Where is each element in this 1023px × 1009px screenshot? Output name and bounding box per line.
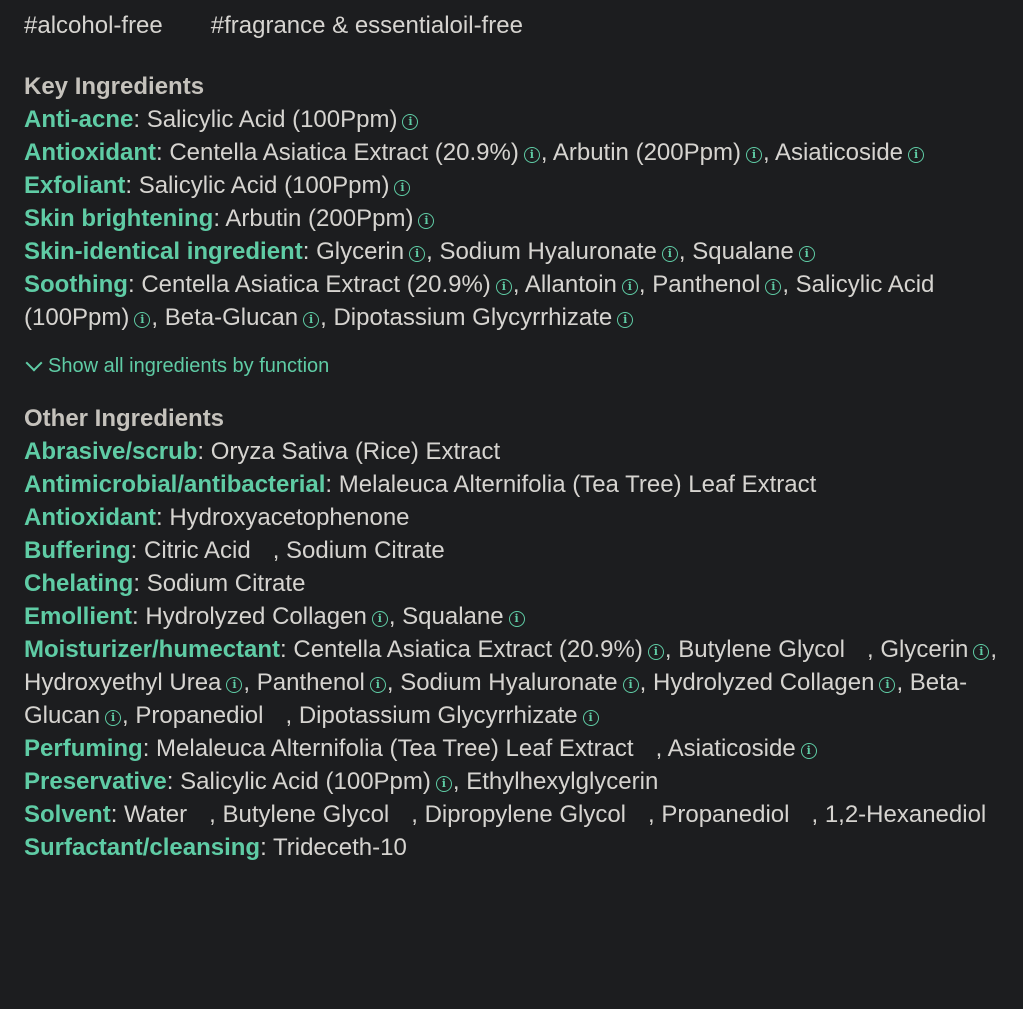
function-label[interactable]: Moisturizer/humectant bbox=[24, 636, 281, 663]
ingredient-link[interactable]: 1,2-Hexanediol bbox=[824, 801, 987, 828]
info-icon[interactable]: i bbox=[801, 743, 817, 759]
info-icon[interactable]: i bbox=[303, 312, 319, 328]
ingredient-link[interactable]: Glycerin bbox=[880, 636, 969, 663]
ingredient-link[interactable]: Salicylic Acid (100Ppm) bbox=[180, 768, 431, 795]
ingredient-row: Abrasive/scrub: Oryza Sativa (Rice) Extract bbox=[24, 438, 501, 465]
ingredient-row: Skin-identical ingredient: Glycerin i , Sodium Hyaluronate i , Squalane i bbox=[24, 235, 999, 268]
ingredient-link[interactable]: Melaleuca Alternifolia (Tea Tree) Leaf Extract bbox=[156, 735, 634, 762]
ingredient-link[interactable]: Dipotassium Glycyrrhizate bbox=[298, 702, 578, 729]
ingredient-link[interactable]: Dipropylene Glycol bbox=[424, 801, 627, 828]
ingredient-row: Soothing: Centella Asiatica Extract (20.9%) i , Allantoin i , Panthenol i , Salicylic Acid (100Ppm) i , Beta-Glucan i , Dipotassium Glycyrrhizate i bbox=[24, 271, 935, 331]
ingredient-link[interactable]: Centella Asiatica Extract (20.9%) bbox=[293, 636, 643, 663]
ingredient-link[interactable]: Citric Acid bbox=[144, 537, 251, 564]
ingredient-link[interactable]: Asiaticoside bbox=[667, 735, 796, 762]
function-label[interactable]: Solvent bbox=[24, 801, 111, 828]
function-label[interactable]: Buffering bbox=[24, 537, 131, 564]
ingredient-row: Surfactant/cleansing: Trideceth-10 bbox=[24, 834, 407, 861]
info-icon[interactable]: i bbox=[496, 279, 512, 295]
ingredient-link[interactable]: Dipotassium Glycyrrhizate bbox=[333, 304, 613, 331]
ingredient-link[interactable]: Butylene Glycol bbox=[678, 636, 845, 663]
ingredient-row: Antioxidant: Centella Asiatica Extract (20.9%) i , Arbutin (200Ppm) i , Asiaticoside i bbox=[24, 136, 999, 169]
ingredient-row: Skin brightening: Arbutin (200Ppm) i bbox=[24, 202, 999, 235]
info-icon[interactable]: i bbox=[226, 677, 242, 693]
info-icon[interactable]: i bbox=[617, 312, 633, 328]
info-icon[interactable]: i bbox=[394, 180, 410, 196]
info-icon[interactable]: i bbox=[765, 279, 781, 295]
ingredient-link[interactable]: Hydrolyzed Collagen bbox=[145, 603, 367, 630]
ingredient-row: Antioxidant: Hydroxyacetophenone bbox=[24, 504, 410, 531]
info-icon[interactable]: i bbox=[583, 710, 599, 726]
ingredient-link[interactable]: Centella Asiatica Extract (20.9%) bbox=[141, 271, 491, 298]
other-ingredients-section bbox=[24, 402, 999, 864]
ingredient-row: Preservative: Salicylic Acid (100Ppm) i , Ethylhexylglycerin bbox=[24, 768, 659, 795]
function-label[interactable]: Chelating bbox=[24, 570, 134, 597]
ingredient-link[interactable]: Propanediol bbox=[661, 801, 790, 828]
info-icon[interactable]: i bbox=[746, 147, 762, 163]
key-ingredients-title: Key Ingredients bbox=[24, 73, 205, 100]
ingredient-link[interactable]: Panthenol bbox=[652, 271, 761, 298]
ingredient-link[interactable]: Allantoin bbox=[524, 271, 617, 298]
info-icon[interactable]: i bbox=[134, 312, 150, 328]
ingredient-link[interactable]: Centella Asiatica Extract (20.9%) bbox=[169, 139, 519, 166]
tag-fragrance-free[interactable]: #fragrance & essentialoil-free bbox=[210, 12, 523, 39]
ingredient-link[interactable]: Arbutin (200Ppm) bbox=[552, 139, 741, 166]
info-icon[interactable]: i bbox=[370, 677, 386, 693]
function-label[interactable]: Antimicrobial/antibacterial bbox=[24, 471, 326, 498]
info-icon[interactable]: i bbox=[973, 644, 989, 660]
ingredient-row: Exfoliant: Salicylic Acid (100Ppm) i bbox=[24, 169, 999, 202]
info-icon[interactable]: i bbox=[879, 677, 895, 693]
function-label[interactable]: Skin-identical ingredient bbox=[24, 238, 303, 265]
function-label[interactable]: Anti-acne bbox=[24, 106, 134, 133]
ingredient-row: Moisturizer/humectant: Centella Asiatica Extract (20.9%) i , Butylene Glycol , Glycerin i , Hydroxyethyl Urea i , Panthenol i , Sodium Hyaluronate i , Hydrolyzed Collagen i , Beta-Glucan i , Propanediol , Dipotassium Glycyrrhizate i bbox=[24, 636, 998, 729]
other-ingredients-title: Other Ingredients bbox=[24, 405, 225, 432]
ingredient-row: Perfuming: Melaleuca Alternifolia (Tea Tree) Leaf Extract , Asiaticoside i bbox=[24, 732, 999, 765]
ingredient-link[interactable]: Arbutin (200Ppm) bbox=[225, 205, 414, 232]
function-label[interactable]: Emollient bbox=[24, 603, 133, 630]
ingredient-link[interactable]: Sodium Citrate bbox=[286, 537, 445, 564]
ingredient-link[interactable]: Asiaticoside bbox=[774, 139, 904, 166]
function-label[interactable]: Antioxidant bbox=[24, 504, 156, 531]
ingredient-link[interactable]: Panthenol bbox=[256, 669, 365, 696]
ingredient-link[interactable]: Hydrolyzed Collagen bbox=[652, 669, 875, 696]
ingredient-row: Solvent: Water , Butylene Glycol , Dipropylene Glycol , Propanediol , 1,2-Hexanediol bbox=[24, 801, 987, 828]
other-ingredients-list bbox=[24, 435, 999, 864]
info-icon[interactable]: i bbox=[908, 147, 924, 163]
ingredient-row: Anti-acne: Salicylic Acid (100Ppm) i bbox=[24, 103, 999, 136]
info-icon[interactable]: i bbox=[418, 213, 434, 229]
chevron-down-icon bbox=[26, 355, 43, 372]
info-icon[interactable]: i bbox=[509, 611, 525, 627]
ingredient-link[interactable]: Beta-Glucan bbox=[24, 669, 968, 729]
ingredient-link[interactable]: Salicylic Acid (100Ppm) bbox=[24, 271, 935, 331]
info-icon[interactable]: i bbox=[524, 147, 540, 163]
info-icon[interactable]: i bbox=[662, 246, 678, 262]
function-label[interactable]: Exfoliant bbox=[24, 172, 126, 199]
ingredient-link[interactable]: Sodium Hyaluronate bbox=[439, 238, 657, 265]
info-icon[interactable]: i bbox=[372, 611, 388, 627]
ingredient-link[interactable]: Propanediol bbox=[135, 702, 264, 729]
ingredient-row: Chelating: Sodium Citrate bbox=[24, 570, 306, 597]
ingredient-row: Antimicrobial/antibacterial: Melaleuca Alternifolia (Tea Tree) Leaf Extract bbox=[24, 471, 817, 498]
ingredient-link[interactable]: Hydroxyacetophenone bbox=[169, 504, 410, 531]
ingredient-link[interactable]: Sodium Citrate bbox=[146, 570, 306, 597]
ingredient-link[interactable]: Salicylic Acid (100Ppm) bbox=[138, 172, 390, 199]
ingredient-link[interactable]: Oryza Sativa (Rice) Extract bbox=[210, 438, 501, 465]
ingredient-link[interactable]: Trideceth-10 bbox=[272, 834, 407, 861]
ingredient-link[interactable]: Melaleuca Alternifolia (Tea Tree) Leaf Extract bbox=[338, 471, 817, 498]
ingredient-link[interactable]: Ethylhexylglycerin bbox=[466, 768, 659, 795]
info-icon[interactable]: i bbox=[402, 114, 418, 130]
info-icon[interactable]: i bbox=[623, 677, 639, 693]
ingredient-link[interactable]: Beta-Glucan bbox=[164, 304, 299, 331]
show-all-ingredients-toggle[interactable] bbox=[24, 352, 999, 380]
function-label[interactable]: Perfuming bbox=[24, 735, 143, 762]
function-label[interactable]: Abrasive/scrub bbox=[24, 438, 198, 465]
show-all-label: Show all ingredients by function bbox=[48, 355, 330, 377]
function-label[interactable]: Antioxidant bbox=[24, 139, 156, 166]
ingredient-link[interactable]: Squalane bbox=[692, 238, 794, 265]
key-ingredients-section bbox=[24, 70, 999, 334]
info-icon[interactable]: i bbox=[799, 246, 815, 262]
ingredient-link[interactable]: Hydroxyethyl Urea bbox=[24, 669, 222, 696]
info-icon[interactable]: i bbox=[409, 246, 425, 262]
ingredient-link[interactable]: Sodium Hyaluronate bbox=[400, 669, 618, 696]
info-icon[interactable]: i bbox=[436, 776, 452, 792]
tag-alcohol-free[interactable]: #alcohol-free bbox=[24, 12, 163, 39]
ingredient-link[interactable]: Salicylic Acid (100Ppm) bbox=[146, 106, 398, 133]
ingredient-link[interactable]: Squalane bbox=[402, 603, 504, 630]
function-label[interactable]: Surfactant/cleansing bbox=[24, 834, 261, 861]
ingredient-link[interactable]: Butylene Glycol bbox=[222, 801, 390, 828]
ingredient-link[interactable]: Water bbox=[124, 801, 188, 828]
key-ingredients-list bbox=[24, 103, 999, 334]
function-label[interactable]: Skin brightening bbox=[24, 205, 214, 232]
function-label[interactable]: Preservative bbox=[24, 768, 167, 795]
info-icon[interactable]: i bbox=[648, 644, 664, 660]
ingredient-row: Emollient: Hydrolyzed Collagen i , Squalane i bbox=[24, 600, 999, 633]
info-icon[interactable]: i bbox=[622, 279, 638, 295]
function-label[interactable]: Soothing bbox=[24, 271, 128, 298]
info-icon[interactable]: i bbox=[105, 710, 121, 726]
ingredient-row: Buffering: Citric Acid , Sodium Citrate bbox=[24, 537, 445, 564]
ingredient-link[interactable]: Glycerin bbox=[316, 238, 405, 265]
tag-list bbox=[24, 8, 999, 44]
